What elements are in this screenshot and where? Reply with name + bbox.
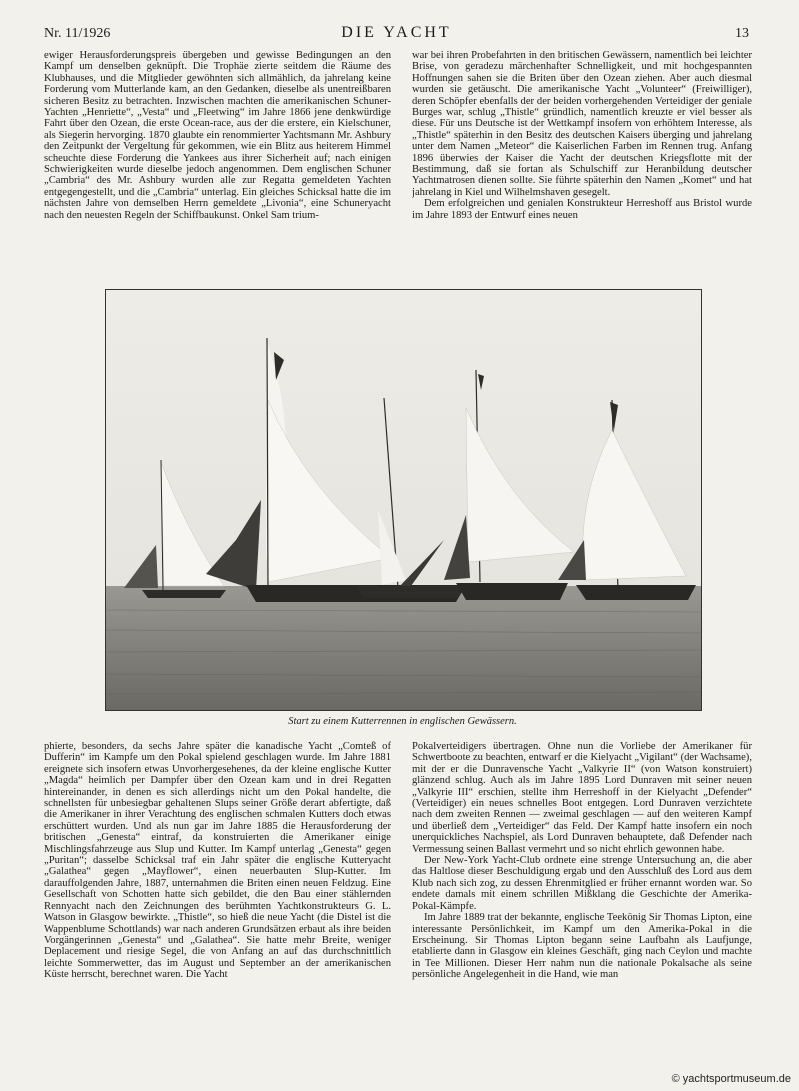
bottom-left-column bbox=[44, 741, 391, 1063]
paragraph: ewiger Herausforderungspreis übergeben und gewisse Bedingungen an den Kampf um denselben geknüpft. Die Trophäe zierte seitdem die Räume des Klubhauses, und die Mitglieder gewöhnten sich allmählich, da jahrelang keine Forderung vom Mutterlande kam, an den Gedanken, dieselbe als unentreißbaren sicheren Besitz zu betrachten. Inzwischen machten die amerikanischen Schuner-Yachten „Henriette“, „Vesta“ und „Fleetwing“ im Jahre 1866 jene denkwürdige Fahrt über den Ozean, die erste Ocean-race, aus der die erstere, ein Kielschuner, als Siegerin hervorging. 1870 glaubte ein renommierter Yachtsmann Mr. Ashbury den Zeitpunkt der Vergeltung für gekommen, wie ein Blitz aus heiterem Himmel scheuchte diese Forderung die Yankees aus ihrer Sicherheit auf; nach einigen Schwierigkeiten wurde dieselbe jedoch angenommen. Dem englischen Schuner „Cambria“ des Mr. Ashbury wurden alle zur Regatta gemeldeten Yachten entgegengestellt, und die „Cambria“ unterlag. Ein gleiches Schicksal hatte die im nächsten Jahre von demselben Herrn gemeldete „Livonia“, eine Schuneryacht nach den neuesten Regeln der Schiffbaukunst. Onkel Sam trium- bbox=[44, 50, 391, 221]
copyright-watermark: © yachtsportmuseum.de bbox=[671, 1073, 791, 1085]
paragraph: phierte, besonders, da sechs Jahre später die kanadische Yacht „Comteß of Dufferin“ im Kampfe um den Pokal spielend geschlagen wurde. Im Jahre 1881 ereignete sich insofern etwas Unvorhergesehenes, da der kleine englische Kutter „Magda“ heimlich per Dampfer über den Ozean kam und in drei Regatten hintereinander, in denen es sich allerdings nicht um den Pokal handelte, die schnellsten für unbesiegbar gehaltenen Slups seiner Größe derart abfertigte, daß die Amerikaner in ihrer Verachtung des englischen schmalen Kutters doch etwas erschüttert wurden. Und als nun gar im Jahre 1885 die Herausforderung der britischen „Genesta“ eintraf, da konstruierten die Amerikaner einige Mischlingsfahrzeuge aus Slup und Kutter. Im Kampf unterlag „Genesta“ gegen „Puritan“; dasselbe Schicksal traf ein Jahr später die englische Kutteryacht „Galathea“ gegen „Mayflower“, einen neuerbauten Slup-Kutter. Im darauffolgenden Jahre, 1887, unternahmen die Briten einen neuen Feldzug. Eine Gesellschaft von Schotten hatte sich gebildet, die den Bau einer stählernden Rennyacht nach den Zeichnungen des berühmten Yachtkonstrukteurs G. L. Watson in Glasgow bewirkte. „Thistle“, so hieß die neue Yacht (die Distel ist die Wappenblume Schottlands) war nach anderen Grundsätzen erbaut als ihre beiden Vorgängerinnen „Genesta“ und „Galathea“. Sie hatte mehr Breite, weniger Deplacement und riesige Segel, die von Anfang an auf das durchschnittlich leichte Sommerwetter, das im August und September an der amerikanischen Küste herrscht, berechnet waren. Die Yacht bbox=[44, 741, 391, 981]
magazine-title: DIE YACHT bbox=[341, 24, 452, 41]
paragraph: Pokalverteidigers übertragen. Ohne nun die Vorliebe der Amerikaner für Schwertboote zu beachten, entwarf er die Kielyacht „Vigilant“ (der Wachsame), mit der er die Dunravensche Yacht „Valkyrie II“ (von Watson konstruiert) glänzend schlug. Auch als im Jahre 1895 Lord Dunraven mit seiner neuen „Valkyrie III“ erschien, stellte ihm Herreshoff in der Kielyacht „Defender“ (Verteidiger) ein neues schnelles Boot entgegen. Lord Dunraven verzichtete nach dem zweiten Rennen — zweimal geschlagen — auf den weiteren Kampf und überließ dem „Verteidiger“ das Feld. Der Kampf hatte insofern ein noch unerquickliches Nachspiel, als Lord Dunraven behauptete, daß Defender nach Vermessung seinen Ballast vermehrt und so nicht ehrlich gewonnen habe. bbox=[412, 741, 752, 855]
page-number: 13 bbox=[735, 26, 749, 41]
sailing-yachts-illustration bbox=[106, 290, 701, 710]
paragraph: Im Jahre 1889 trat der bekannte, englische Teekönig Sir Thomas Lipton, eine interessante Persönlichkeit, im Kampf um den Amerika-Pokal in die Erscheinung. Sir Thomas Lipton begann seine Laufbahn als Laufjunge, etablierte dann in Glasgow ein kleines Geschäft, ging nach Ceylon und machte in Tee Millionen. Dieser Herr nahm nun die nationale Pokalsache als seine persönliche Angelegenheit in die Hand, wie man bbox=[412, 912, 752, 981]
sea bbox=[106, 586, 701, 710]
regatta-photograph bbox=[105, 289, 702, 711]
issue-number: Nr. 11/1926 bbox=[44, 26, 111, 41]
paragraph: war bei ihren Probefahrten in den britischen Gewässern, namentlich bei leichter Brise, von geradezu märchenhafter Schnelligkeit, und mit hochgespannten Hoffnungen sahen sie die Briten über den Ozean ziehen. Aber auch diesmal wurden sie getäuscht. Die amerikanische Yacht „Volunteer“ (Freiwilliger), deren Schöpfer ebenfalls der der beiden vorhergehenden Verteidiger der geniale Burges war, schlug „Thistle“ gründlich, namentlich kreuzte er viel besser als diese. Für uns Deutsche ist der Wettkampf insofern von erhöhtem Interesse, als „Thistle“ späterhin in den Besitz des deutschen Kaisers überging und jahrelang unter dem Namen „Meteor“ die Kaiserlichen Farben im Rennen trug. Anfang 1896 überwies der Kaiser die Yacht der deutschen Kriegsflotte mit der Bestimmung, daß sie fortan als Schulschiff zur Heranbildung deutscher Yachtmatrosen dienen sollte. Sie führte späterhin den Namen „Komet“ und hat jahrelang in Kiel und Wilhelmshaven gesegelt. bbox=[412, 50, 752, 198]
bottom-right-column bbox=[412, 741, 752, 1063]
page-header bbox=[44, 26, 749, 46]
top-left-column bbox=[44, 50, 391, 284]
paragraph: Dem erfolgreichen und genialen Konstrukteur Herreshoff aus Bristol wurde im Jahre 1893 der Entwurf eines neuen bbox=[412, 198, 752, 221]
paragraph: Der New-York Yacht-Club ordnete eine strenge Untersuchung an, die aber das Haltlose dieser Beschuldigung ergab und den Ausschluß des Lord aus dem Klub nach sich zog, zu dessen Ehrenmitglied er früher ernannt worden war. So endete damals mit einem schrillen Mißklang die Geschichte der Amerika-Pokal-Kämpfe. bbox=[412, 855, 752, 912]
top-right-column bbox=[412, 50, 752, 284]
figure-caption: Start zu einem Kutterrennen in englischen Gewässern. bbox=[288, 716, 517, 727]
